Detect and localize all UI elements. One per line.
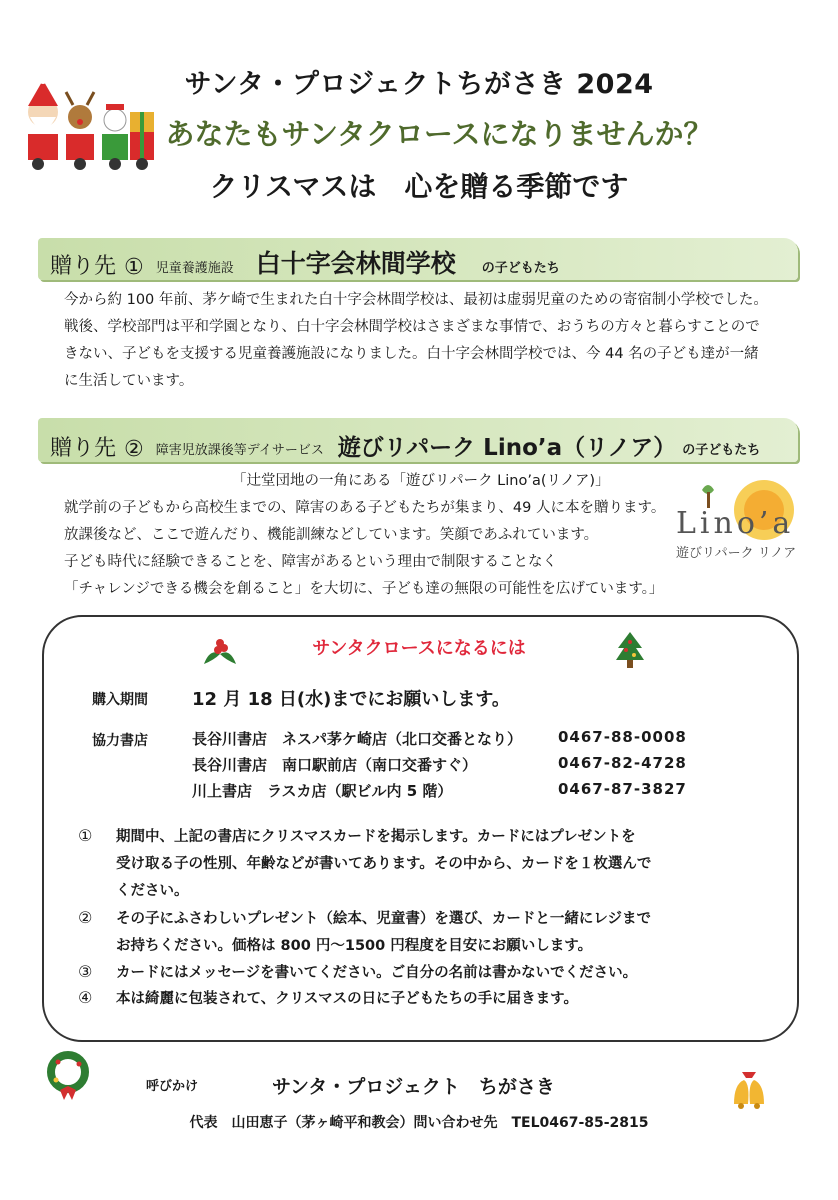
text-line: 放課後など、ここで遊んだり、機能訓練などしています。笑顔であふれています。: [64, 527, 599, 543]
store-phone: 0467-87-3827: [558, 780, 687, 798]
recipient-number: ①: [124, 255, 144, 280]
contact-info: 代表 山田恵子（茅ヶ崎平和教会）問い合わせ先 TEL0467-85-2815: [189, 1115, 649, 1131]
organizer-name: サンタ・プロジェクト ちがさき: [272, 1076, 555, 1098]
step-number: ②: [78, 908, 93, 927]
logo-text: Lino’a: [676, 506, 795, 541]
recipient-1-description: [64, 287, 794, 395]
period-value: 12 月 18 日(水)までにお願いします。: [192, 689, 510, 710]
page-title: サンタ・プロジェクトちがさき 2024: [184, 69, 654, 100]
recipient-2-description: [64, 468, 704, 603]
subtitle: クリスマスは 心を贈る季節です: [209, 170, 629, 203]
step-4: [78, 984, 758, 1013]
recipient-name: 遊びリパーク Lino’a（リノア）: [337, 435, 677, 461]
text-line: 「辻堂団地の一角にある「遊びリパーク Lino’a(リノア)」: [232, 473, 610, 489]
period-label: 購入期間: [92, 692, 148, 708]
step-1: [78, 822, 758, 905]
text-line: 「チャレンジできる機会を創ること」を大切に、子ども達の無限の可能性を広げています。」: [64, 581, 664, 597]
logo-caption: 遊びリパーク リノア: [676, 546, 797, 561]
howto-heading: サンタクロースになるには: [312, 638, 526, 659]
recipient-suffix: の子どもたち: [682, 443, 761, 458]
step-text: 期間中、上記の書店にクリスマスカードを掲示します。カードにはプレゼントを: [116, 829, 636, 845]
store-phone: 0467-82-4728: [558, 754, 687, 772]
step-text: 受け取る子の性別、年齢などが書いてあります。その中から、カードを１枚選んで: [116, 856, 652, 872]
step-number: ④: [78, 988, 93, 1007]
store-name: 長谷川書店 ネスパ茅ケ崎店（北口交番となり）: [192, 730, 523, 748]
christmas-tree-icon: [614, 630, 646, 672]
recipient-2-banner: [38, 418, 798, 462]
step-text: 本は綺麗に包装されて、クリスマスの日に子どもたちの手に届きます。: [116, 991, 578, 1007]
stores-label: 協力書店: [92, 733, 148, 749]
text-line: に生活しています。: [64, 373, 194, 389]
recipient-suffix: の子どもたち: [481, 261, 560, 276]
recipient-kind: 児童養護施設: [155, 261, 234, 276]
recipient-lead: 贈り先: [50, 436, 117, 461]
text-line: 戦後、学校部門は平和学園となり、白十字会林間学校はさまざまな事情で、おうちの方々と暮らすことので: [64, 319, 760, 335]
store-name: 長谷川書店 南口駅前店（南口交番すぐ）: [192, 756, 478, 774]
step-text: ください。: [116, 883, 189, 899]
store-phone: 0467-88-0008: [558, 728, 687, 746]
bells-icon: [726, 1066, 772, 1112]
text-line: 子ども時代に経験できることを、障害があるという理由で制限することなく: [64, 554, 557, 570]
headline: あなたもサンタクロースになりませんか？: [165, 117, 713, 151]
recipient-name: 白十字会林間学校: [255, 249, 456, 278]
step-3: [78, 958, 758, 987]
step-number: ①: [78, 826, 93, 845]
text-line: きない、子どもを支援する児童養護施設になりました。白十字会林間学校では、今 44 名の子ども達が一緒: [64, 346, 759, 362]
wreath-icon: [46, 1050, 90, 1102]
step-text: その子にふさわしいプレゼント（絵本、児童書）を選び、カードと一緒にレジまで: [116, 911, 651, 927]
text-line: 今から約 100 年前、茅ケ崎で生まれた白十字会林間学校は、最初は虚弱児童のための寄宿制小学校でした。: [64, 292, 768, 308]
step-number: ③: [78, 962, 93, 981]
recipient-1-banner: [38, 238, 798, 280]
store-name: 川上書店 ラスカ店（駅ビル内 5 階）: [192, 782, 453, 800]
text-line: 就学前の子どもから高校生までの、障害のある子どもたちが集まり、49 人に本を贈ります。: [64, 500, 666, 516]
step-text: お持ちください。価格は 800 円～1500 円程度を目安にお願いします。: [116, 938, 593, 954]
recipient-number: ②: [124, 437, 144, 462]
recipient-kind: 障害児放課後等デイサービス: [155, 443, 324, 458]
step-2: [78, 904, 758, 960]
step-text: カードにはメッセージを書いてください。ご自分の名前は書かないでください。: [116, 965, 638, 981]
recipient-lead: 贈り先: [50, 254, 117, 279]
linoa-logo: [672, 478, 812, 568]
call-label: 呼びかけ: [146, 1079, 199, 1094]
